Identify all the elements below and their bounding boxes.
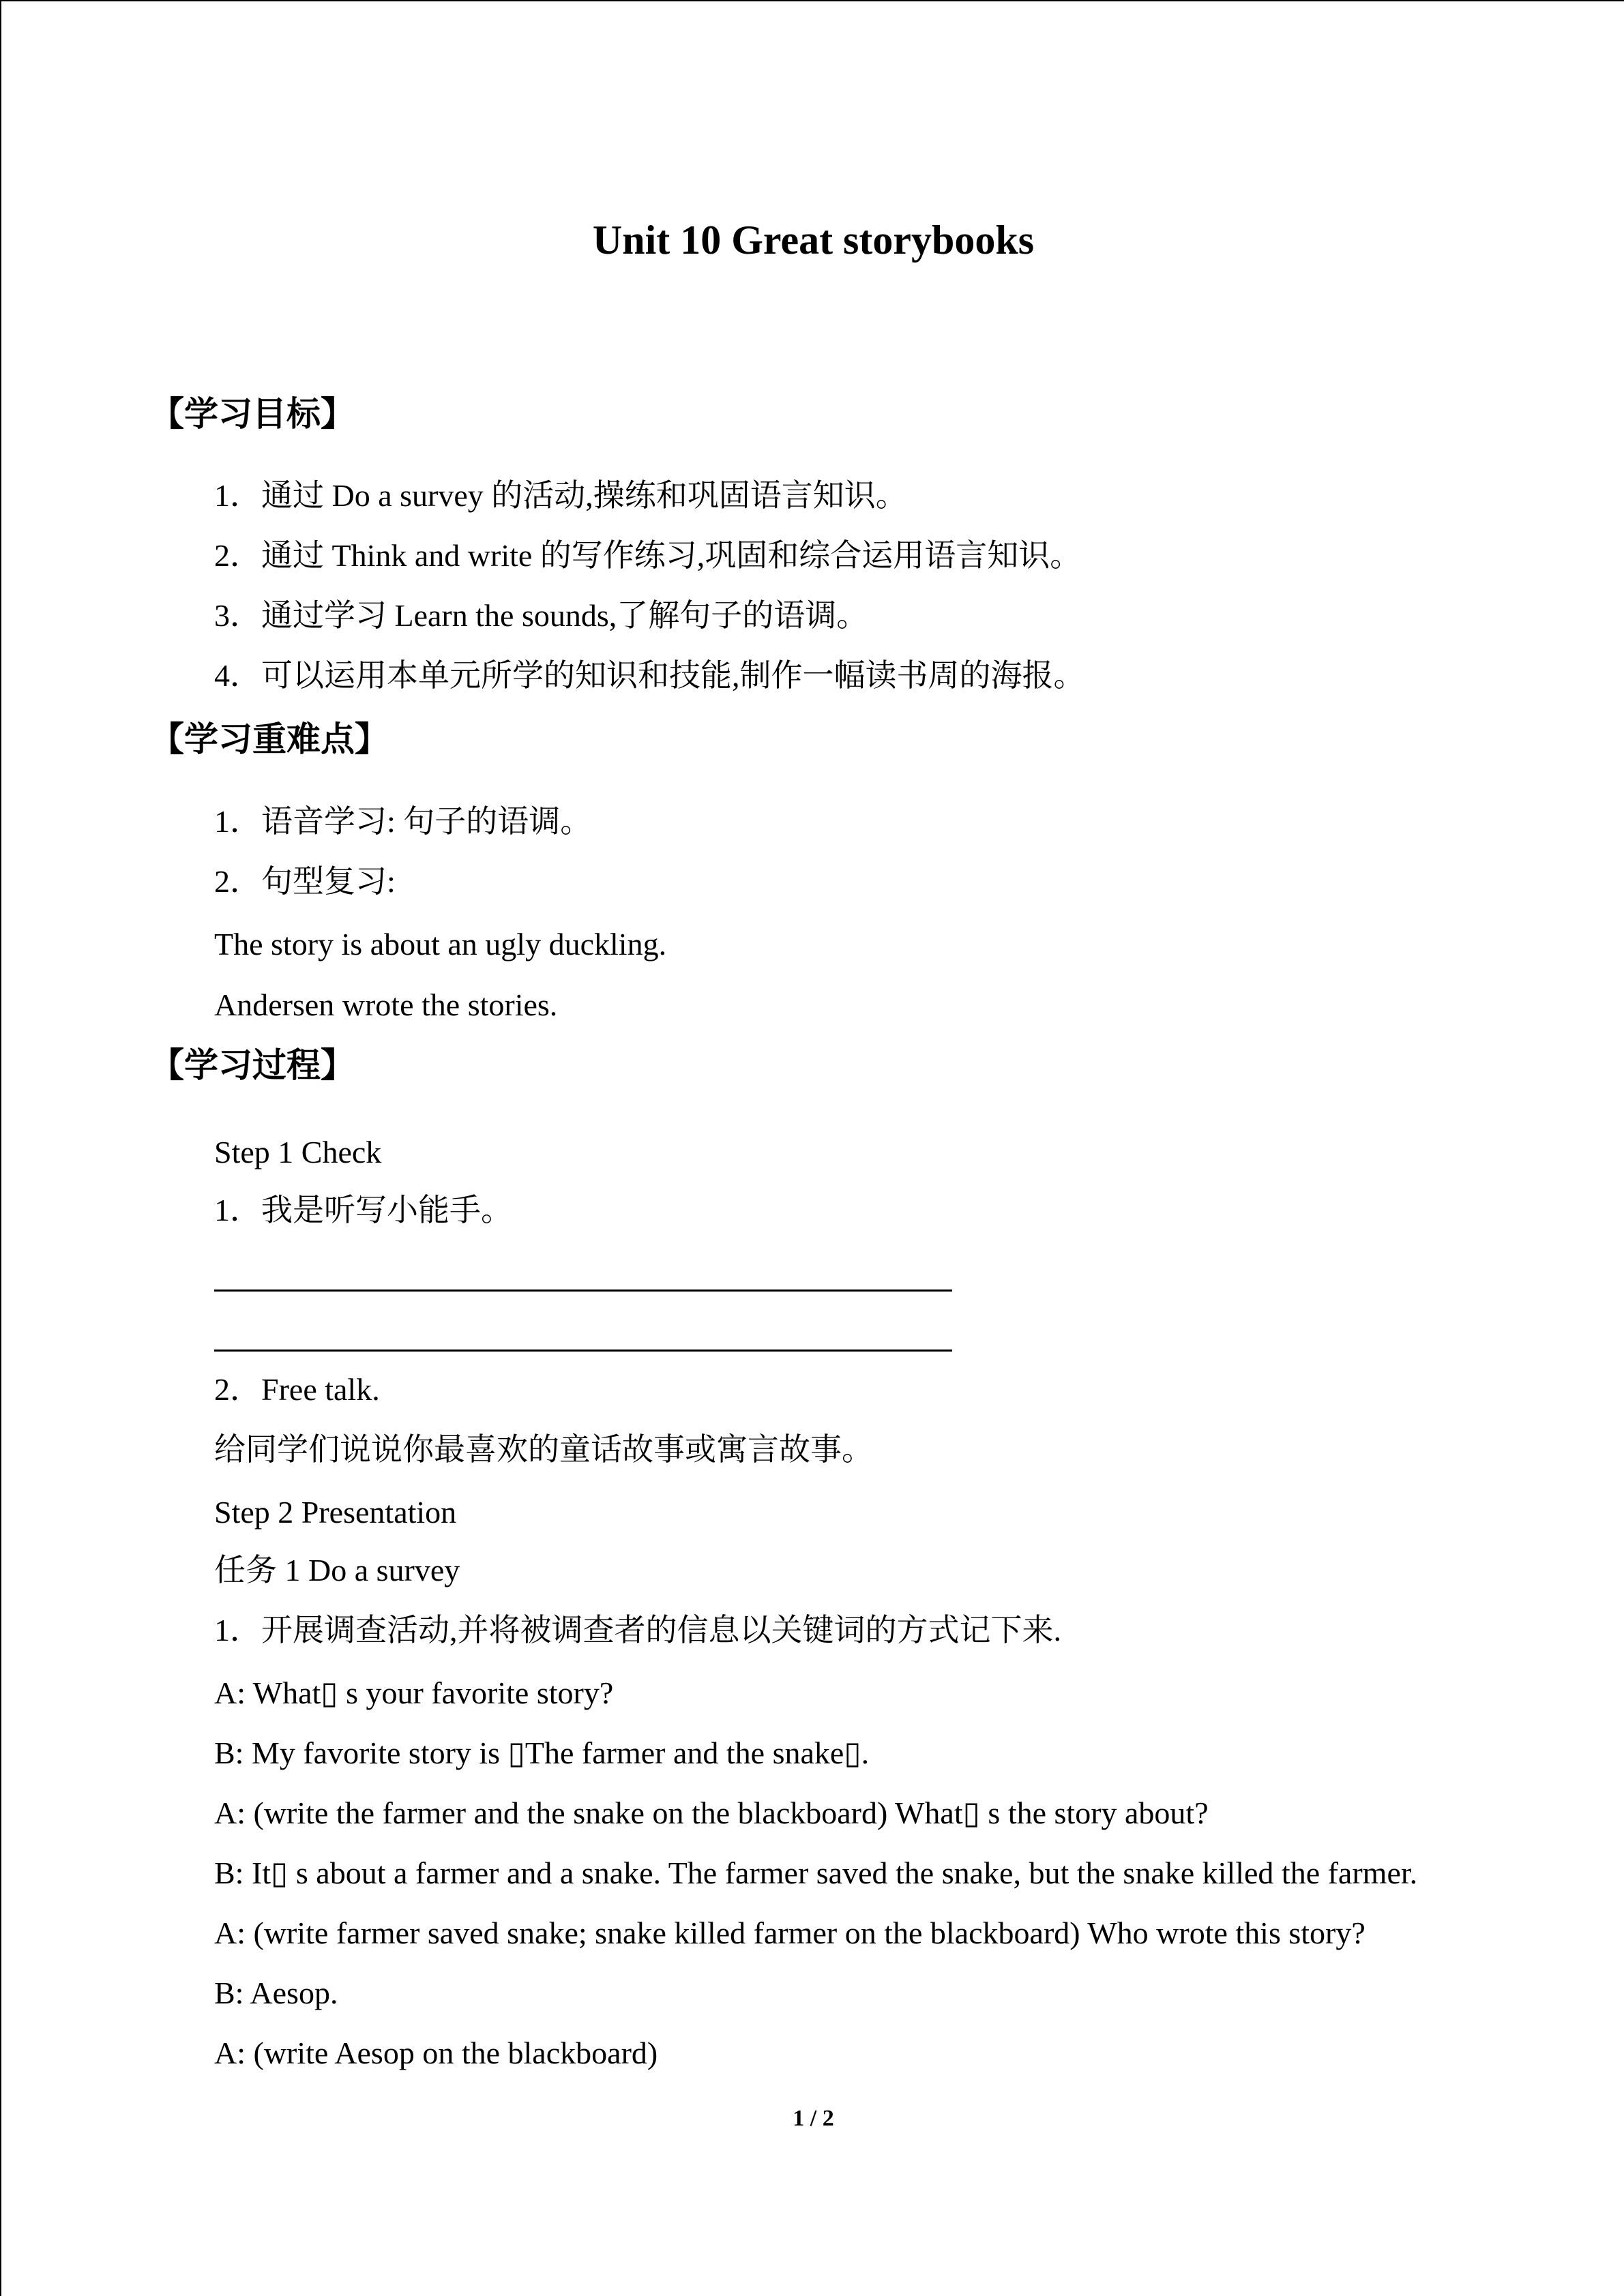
dialogue-line-6: B: Aesop. (214, 1976, 338, 2010)
step2-item-1: 1．开展调查活动,并将被调查者的信息以关键词的方式记下来. (214, 1613, 1061, 1648)
key-point-item-1: 1．语音学习: 句子的语调。 (214, 804, 592, 839)
section-heading-objectives: 【学习目标】 (150, 394, 355, 434)
dictation-blank-line-2 (214, 1350, 952, 1352)
objective-item-1: 1．通过 Do a survey 的活动,操练和巩固语言知识。 (214, 478, 907, 513)
document-title: Unit 10 Great storybooks (592, 218, 1035, 263)
page-number: 1 / 2 (793, 2106, 834, 2131)
objective-item-2: 2．通过 Think and write 的写作练习,巩固和综合运用语言知识。 (214, 538, 1082, 573)
dialogue-line-7: A: (write Aesop on the blackboard) (214, 2036, 658, 2070)
dialogue-line-1: A: What▯ s your favorite story? (214, 1675, 614, 1710)
dialogue-line-5: A: (write farmer saved snake; snake killed farmer on the blackboard) Who wrote this story? (214, 1915, 1365, 1950)
dictation-blank-line-1 (214, 1289, 952, 1292)
step1-title: Step 1 Check (214, 1135, 382, 1169)
key-point-sentence-1: The story is about an ugly duckling. (214, 927, 667, 961)
dialogue-line-3: A: (write the farmer and the snake on the blackboard) What▯ s the story about? (214, 1795, 1209, 1830)
step2-title: Step 2 Presentation (214, 1495, 457, 1530)
dialogue-line-2: B: My favorite story is ▯The farmer and the snake▯. (214, 1735, 870, 1770)
key-point-sentence-2: Andersen wrote the stories. (214, 987, 558, 1022)
section-heading-process: 【学习过程】 (150, 1045, 355, 1085)
step1-item-2: 2．Free talk. (214, 1372, 380, 1407)
step2-task-1: 任务 1 Do a survey (214, 1553, 460, 1587)
step1-item-1: 1．我是听写小能手。 (214, 1193, 512, 1227)
objective-item-4: 4．可以运用本单元所学的知识和技能,制作一幅读书周的海报。 (214, 658, 1085, 693)
objective-item-3: 3．通过学习 Learn the sounds,了解句子的语调。 (214, 598, 868, 633)
dialogue-line-4: B: It▯ s about a farmer and a snake. The farmer saved the snake, but the snake killed the farmer. (214, 1855, 1418, 1890)
key-point-item-2: 2．句型复习: (214, 864, 396, 899)
step1-item-2-desc: 给同学们说说你最喜欢的童话故事或寓言故事。 (214, 1432, 873, 1467)
section-heading-key-points: 【学习重难点】 (150, 719, 389, 759)
